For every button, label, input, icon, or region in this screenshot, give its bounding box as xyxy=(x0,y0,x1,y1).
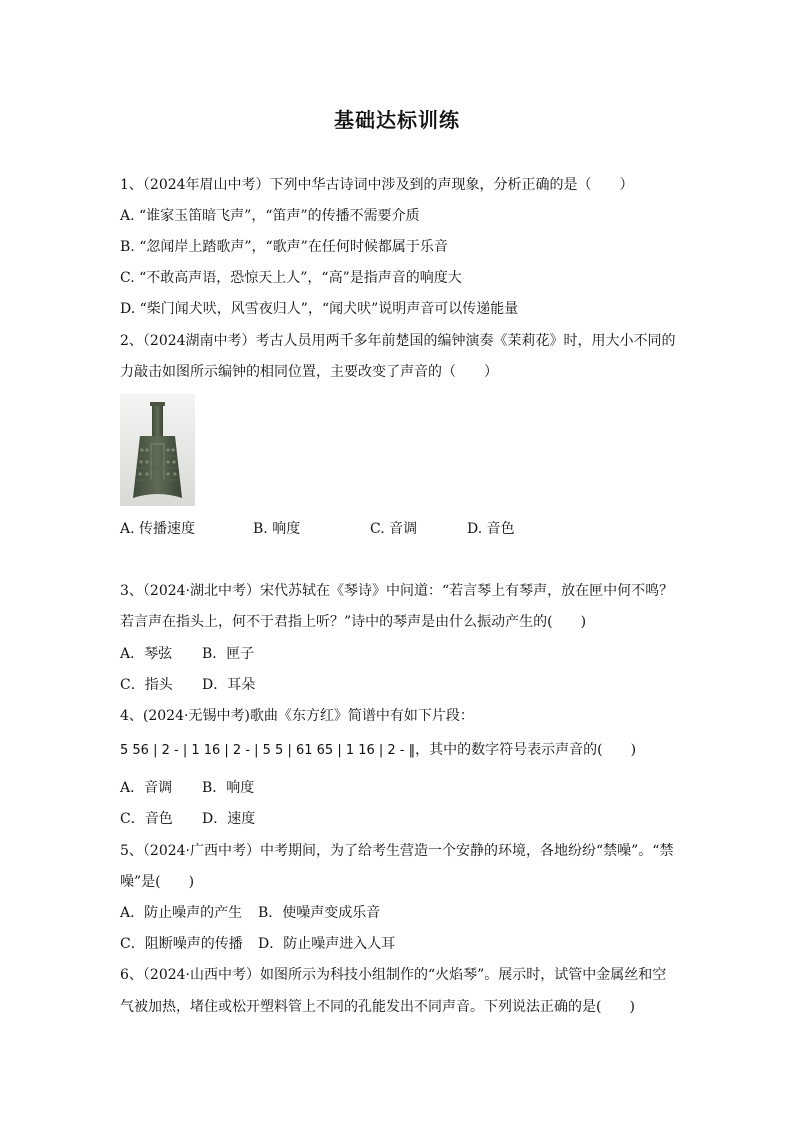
question-3-stem-line1: 3、（2024·湖北中考）宋代苏轼在《琴诗》中问道：“若言琴上有琴声，放在匣中何不鸣？ xyxy=(120,583,674,599)
question-4-option-d: D．速度 xyxy=(202,811,256,827)
question-5-options-row1 xyxy=(120,904,380,922)
question-1-stem: 1、（2024年眉山中考）下列中华古诗词中涉及到的声现象，分析正确的是（ ） xyxy=(120,177,634,193)
question-2-stem-line1: 2、（2024湖南中考）考古人员用两千多年前楚国的编钟演奏《茉莉花》时，用大小不同的 xyxy=(120,333,676,349)
question-2-option-b: B. 响度 xyxy=(253,521,301,537)
question-5-option-c: C．阻断噪声的传播 xyxy=(120,936,243,952)
question-2-options xyxy=(120,520,515,538)
question-4-option-c: C．音色 xyxy=(120,811,173,827)
question-4-option-b: B．响度 xyxy=(202,780,255,796)
question-2-option-a: A. 传播速度 xyxy=(120,521,196,537)
question-1-option-c: C. “不敢高声语，恐惊天上人”，“高”是指声音的响度大 xyxy=(120,270,462,286)
question-5-option-b: B．使噪声变成乐音 xyxy=(258,905,381,921)
question-4-stem-suffix: ，其中的数字符号表示声音的( ) xyxy=(415,742,637,758)
question-5-option-d: D．防止噪声进入人耳 xyxy=(258,936,396,952)
question-6-stem-line1: 6、（2024·山西中考）如图所示为科技小组制作的“火焰琴”。展示时，试管中金属丝和空 xyxy=(120,967,667,983)
question-4-options-row2 xyxy=(120,810,255,828)
music-notation-line xyxy=(120,741,636,760)
question-6-stem-line2: 气被加热，堵住或松开塑料管上不同的孔能发出不同声音。下列说法正确的是( ) xyxy=(120,999,635,1015)
question-3-stem-line2: 若言声在指头上，何不于君指上听？”诗中的琴声是由什么振动产生的( ) xyxy=(120,614,587,630)
question-5-stem-line1: 5、（2024·广西中考）中考期间，为了给考生营造一个安静的环境，各地纷纷“禁噪”。“禁 xyxy=(120,843,674,859)
question-3-option-b: B．匣子 xyxy=(202,646,255,662)
question-5-option-a: A．防止噪声的产生 xyxy=(120,905,243,921)
question-3-option-d: D．耳朵 xyxy=(202,677,256,693)
question-5-stem-line2: 噪”是( ) xyxy=(120,874,195,890)
question-3-option-c: C．指头 xyxy=(120,677,173,693)
question-4-stem: 4、(2024·无锡中考)歌曲《东方红》简谱中有如下片段： xyxy=(120,708,474,724)
music-notation: 5 56 | 2 - | 1 16 | 2 - | 5 5 | 61 65 | 1 16 | 2 - ‖ xyxy=(120,743,416,758)
question-4-options-row1 xyxy=(120,779,254,797)
bronze-bell-image xyxy=(120,394,195,506)
question-4-option-a: A．音调 xyxy=(120,780,173,796)
question-5-options-row2 xyxy=(120,935,395,953)
question-2-option-d: D. 音色 xyxy=(467,521,515,537)
question-1-option-b: B. “忽闻岸上踏歌声”，“歌声”在任何时候都属于乐音 xyxy=(120,239,448,255)
question-3-options-row1 xyxy=(120,645,254,663)
question-1-option-d: D. “柴门闻犬吠，风雪夜归人”，“闻犬吠”说明声音可以传递能量 xyxy=(120,301,519,317)
question-2-option-c: C. 音调 xyxy=(370,521,418,537)
question-1-option-a: A. “谁家玉笛暗飞声”，“笛声”的传播不需要介质 xyxy=(120,208,420,224)
question-3-option-a: A．琴弦 xyxy=(120,646,173,662)
question-3-options-row2 xyxy=(120,676,255,694)
page-title: 基础达标训练 xyxy=(334,108,460,132)
question-2-stem-line2: 力敲击如图所示编钟的相同位置，主要改变了声音的（ ） xyxy=(120,364,498,380)
